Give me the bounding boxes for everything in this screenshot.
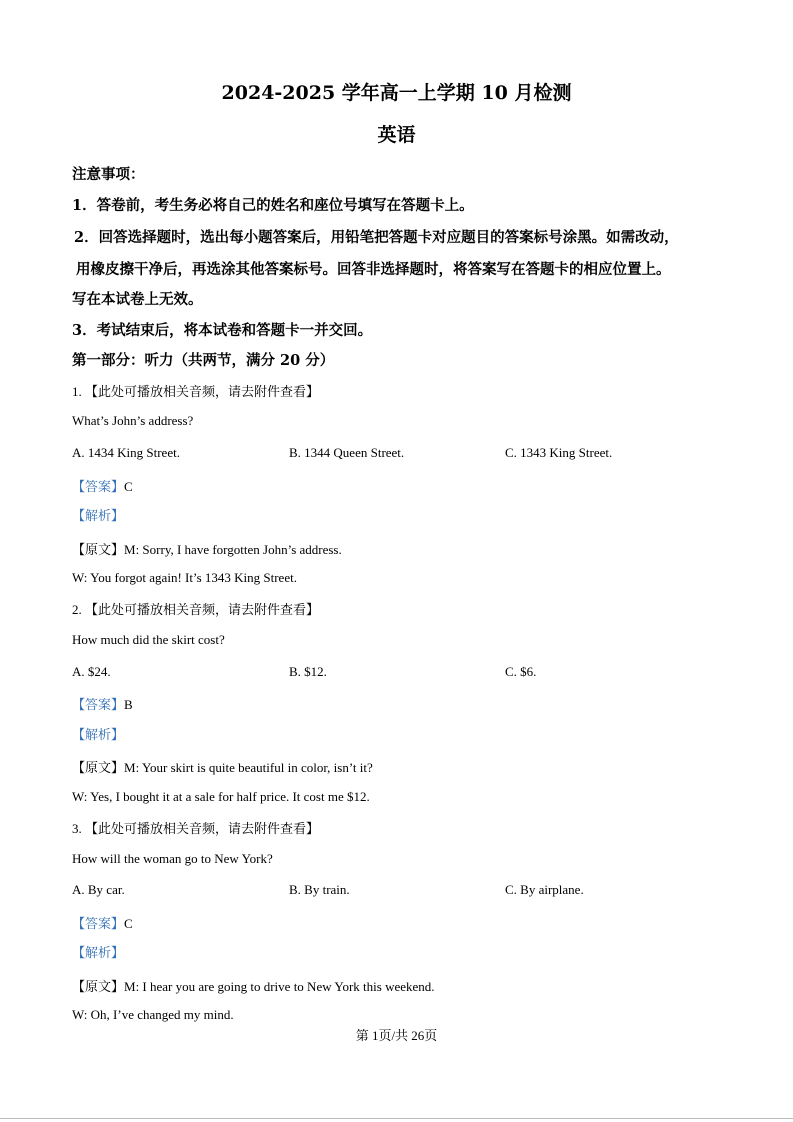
script-line-2: W: You forgot again! It’s 1343 King Street. xyxy=(72,570,297,585)
note-item-3: 3．考试结束后，将本试卷和答题卡一并交回。 xyxy=(72,322,373,339)
question-label: 2. 【此处可播放相关音频，请去附件查看】 xyxy=(72,602,320,617)
note-item-1: 1．答卷前，考生务必将自己的姓名和座位号填写在答题卡上。 xyxy=(72,197,474,214)
answer-tag: 【答案】 xyxy=(72,479,125,494)
answer-line xyxy=(72,476,133,495)
option-b: B. 1344 Queen Street. xyxy=(289,445,405,460)
analysis-tag: 【解析】 xyxy=(72,508,125,523)
option-a: A. 1434 King Street. xyxy=(72,445,180,460)
question-prompt: How much did the skirt cost? xyxy=(72,632,225,647)
script-text: M: I hear you are going to drive to New York this weekend. xyxy=(124,979,435,994)
option-a: A. By car. xyxy=(72,882,125,897)
answer-tag: 【答案】 xyxy=(72,916,125,931)
answer-line xyxy=(72,913,133,932)
answer-tag: 【答案】 xyxy=(72,697,125,712)
analysis-tag: 【解析】 xyxy=(72,727,125,742)
option-b: B. By train. xyxy=(289,882,350,897)
answer-value: C xyxy=(124,479,133,494)
script-text: M: Your skirt is quite beautiful in color, isn’t it? xyxy=(124,760,373,775)
note-item-2-cont: 用橡皮擦干净后，再选涂其他答案标号。回答非选择题时，将答案写在答题卡的相应位置上。 xyxy=(76,261,671,278)
script-line xyxy=(72,539,342,558)
script-line-2: W: Oh, I’ve changed my mind. xyxy=(72,1007,234,1022)
script-tag: 【原文】 xyxy=(72,542,125,557)
option-c: C. 1343 King Street. xyxy=(505,445,613,460)
question-label: 1. 【此处可播放相关音频，请去附件查看】 xyxy=(72,384,320,399)
note-item-2-cont2: 写在本试卷上无效。 xyxy=(72,291,203,308)
notes-heading: 注意事项： xyxy=(72,166,145,183)
question-prompt: How will the woman go to New York? xyxy=(72,851,273,866)
subject-title: 英语 xyxy=(377,124,416,146)
bottom-divider xyxy=(0,1118,793,1119)
script-line xyxy=(72,757,373,776)
page-title: 2024-2025 学年高一上学期 10 月检测 xyxy=(221,82,572,104)
script-text: M: Sorry, I have forgotten John’s address. xyxy=(124,542,342,557)
analysis-tag: 【解析】 xyxy=(72,945,125,960)
option-c: C. By airplane. xyxy=(505,882,584,897)
option-c: C. $6. xyxy=(505,664,537,679)
question-prompt: What’s John’s address? xyxy=(72,413,194,428)
question-label: 3. 【此处可播放相关音频，请去附件查看】 xyxy=(72,821,320,836)
page-number: 第 1页/共 26页 xyxy=(355,1028,438,1043)
script-tag: 【原文】 xyxy=(72,760,125,775)
answer-value: C xyxy=(124,916,133,931)
script-tag: 【原文】 xyxy=(72,979,125,994)
option-a: A. $24. xyxy=(72,664,111,679)
script-line xyxy=(72,976,435,995)
note-item-2: 2．回答选择题时，选出每小题答案后，用铅笔把答题卡对应题目的答案标号涂黑。如需改动， xyxy=(74,229,679,246)
answer-value: B xyxy=(124,697,133,712)
script-line-2: W: Yes, I bought it at a sale for half price. It cost me $12. xyxy=(72,789,370,804)
section-heading: 第一部分：听力（共两节，满分 20 分） xyxy=(72,352,335,369)
option-b: B. $12. xyxy=(289,664,327,679)
answer-line xyxy=(72,694,133,713)
